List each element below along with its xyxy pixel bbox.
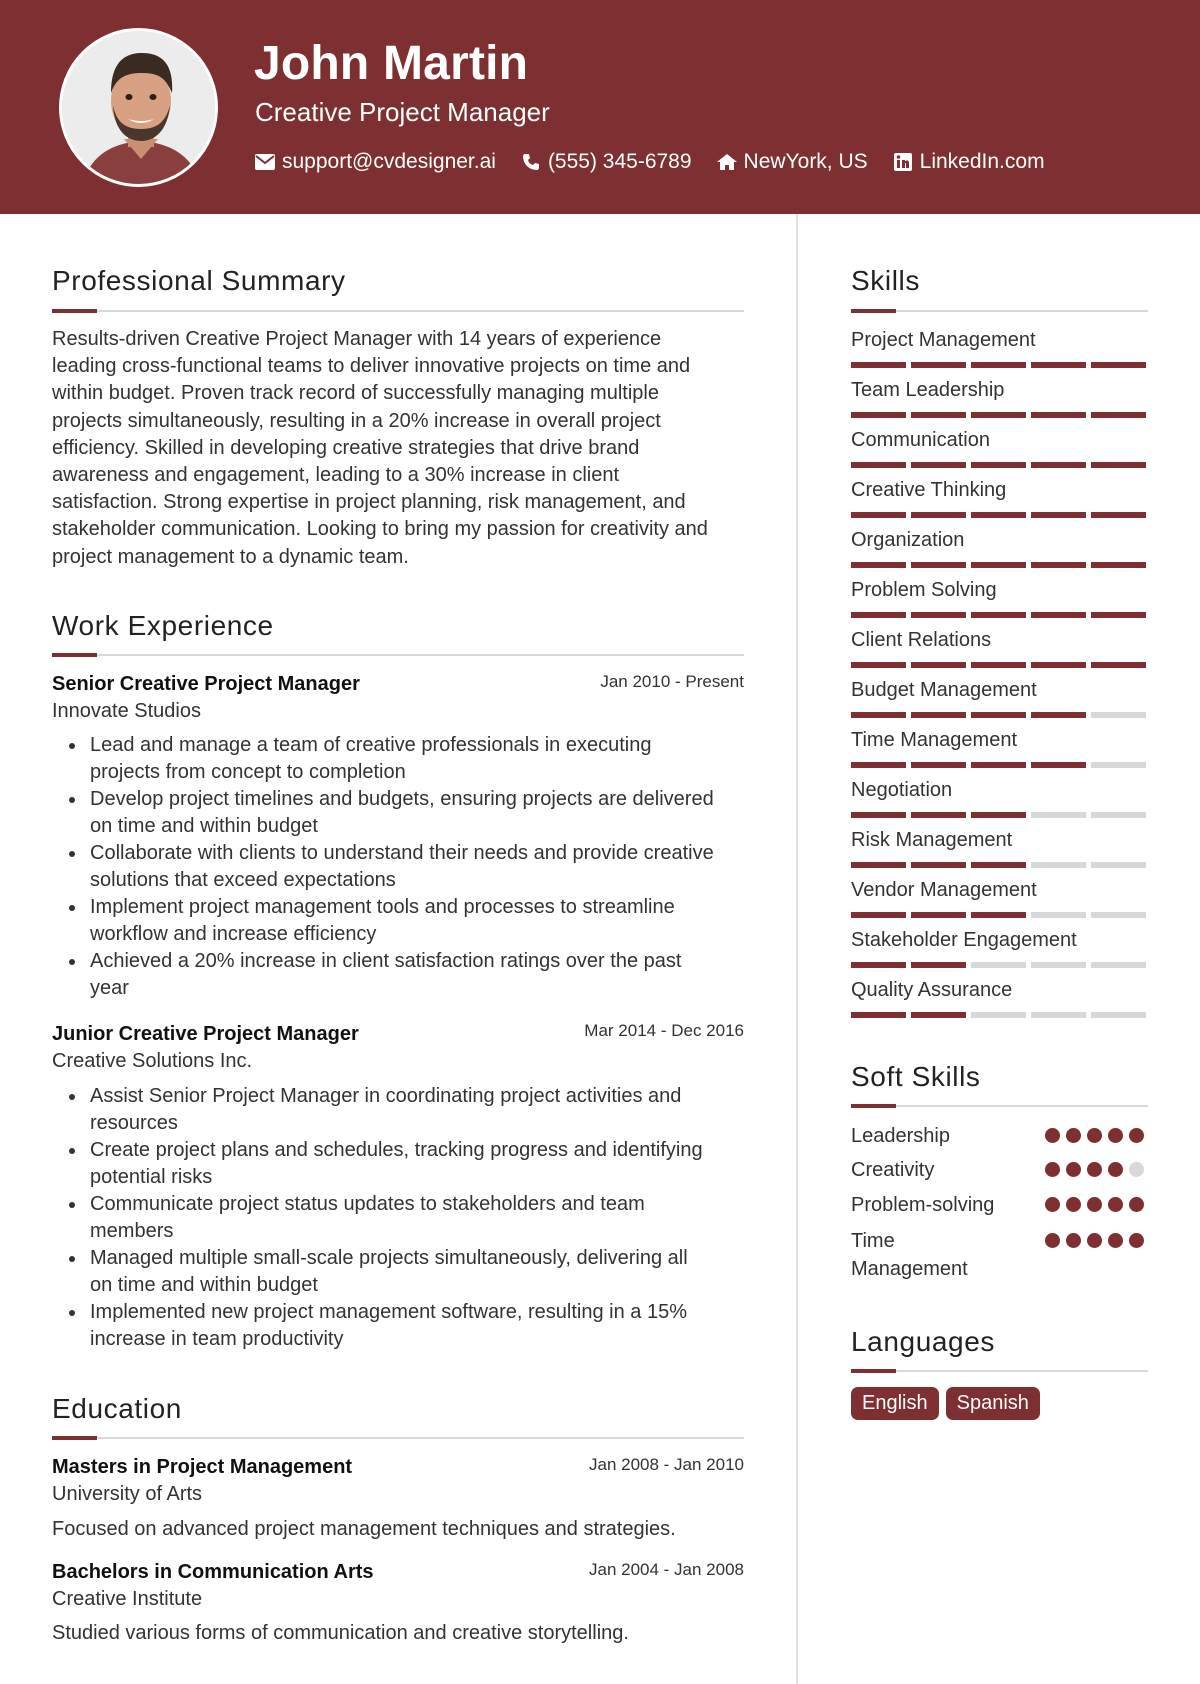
skill-name: Stakeholder Engagement bbox=[851, 929, 1077, 951]
skill-bar-segment bbox=[971, 1012, 1026, 1018]
linkedin-text: LinkedIn.com bbox=[919, 150, 1045, 173]
skill-bar-segment bbox=[971, 962, 1026, 968]
rating-dot bbox=[1108, 1197, 1123, 1212]
phone-icon bbox=[520, 151, 542, 173]
skill-name: Vendor Management bbox=[851, 879, 1037, 901]
rating-dot bbox=[1129, 1197, 1144, 1212]
skill-bar-segment bbox=[1031, 1012, 1086, 1018]
skill-bar-segment bbox=[1091, 762, 1146, 768]
summary-line: efficiency. Skilled in developing creative strategies that drive brand bbox=[52, 436, 640, 459]
skill-bar-segment bbox=[1091, 712, 1146, 718]
section-title-education: Education bbox=[52, 1393, 182, 1424]
section-accent bbox=[52, 309, 97, 313]
list-item: Develop project timelines and budgets, ensuring projects are delivered on time and within budget bbox=[90, 786, 755, 840]
rating-dot bbox=[1087, 1197, 1102, 1212]
skill-bar-segment bbox=[1091, 662, 1146, 668]
skill-level-bar bbox=[851, 562, 1146, 568]
skill-bar-segment bbox=[971, 912, 1026, 918]
soft-skill-rating bbox=[1045, 1233, 1145, 1249]
summary-line: projects simultaneously, resulting in a 20% increase in overall project bbox=[52, 409, 661, 432]
soft-skill-rating bbox=[1045, 1128, 1145, 1144]
rating-dot bbox=[1066, 1128, 1081, 1143]
skill-bar-segment bbox=[971, 562, 1026, 568]
skill-bar-segment bbox=[1091, 862, 1146, 868]
skill-name: Organization bbox=[851, 529, 965, 551]
rating-dot bbox=[1066, 1162, 1081, 1177]
list-item: Communicate project status updates to stakeholders and team members bbox=[90, 1191, 755, 1245]
skill-level-bar bbox=[851, 962, 1146, 968]
summary-line: awareness and engagement, leading to a 30% increase in client bbox=[52, 464, 620, 487]
skill-bar-segment bbox=[851, 562, 906, 568]
section-rule bbox=[52, 1437, 744, 1439]
rating-dot bbox=[1108, 1128, 1123, 1143]
section-rule bbox=[52, 310, 744, 312]
school-name: University of Arts bbox=[52, 1483, 203, 1505]
section-rule bbox=[52, 654, 744, 656]
contact-location bbox=[716, 150, 868, 174]
envelope-icon bbox=[254, 151, 276, 173]
skill-name: Budget Management bbox=[851, 679, 1037, 701]
skill-bar-segment bbox=[1091, 362, 1146, 368]
linkedin-icon bbox=[892, 151, 914, 173]
skill-bar-segment bbox=[1031, 612, 1086, 618]
skill-bar-segment bbox=[911, 662, 966, 668]
skill-bar-segment bbox=[851, 812, 906, 818]
skill-name: Client Relations bbox=[851, 629, 992, 651]
skill-bar-segment bbox=[851, 912, 906, 918]
soft-skill-rating bbox=[1045, 1197, 1145, 1213]
skill-bar-segment bbox=[851, 712, 906, 718]
profile-photo bbox=[62, 31, 218, 187]
soft-skill-name: Leadership bbox=[851, 1125, 950, 1147]
skill-bar-segment bbox=[1031, 512, 1086, 518]
rating-dot bbox=[1066, 1233, 1081, 1248]
skill-bar-segment bbox=[1031, 412, 1086, 418]
skill-bar-segment bbox=[911, 512, 966, 518]
skill-bar-segment bbox=[971, 412, 1026, 418]
rating-dot bbox=[1129, 1128, 1144, 1143]
summary-line: satisfaction. Strong expertise in project planning, risk management, and bbox=[52, 491, 686, 514]
education-dates: Jan 2008 - Jan 2010 bbox=[588, 1455, 744, 1474]
degree-title: Masters in Project Management bbox=[52, 1456, 353, 1478]
list-item: Managed multiple small-scale projects simultaneously, delivering all on time and within budget bbox=[90, 1245, 755, 1299]
skill-name: Team Leadership bbox=[851, 379, 1005, 401]
skill-level-bar bbox=[851, 812, 1146, 818]
skill-bar-segment bbox=[911, 712, 966, 718]
job-bullets bbox=[90, 1083, 755, 1353]
skill-bar-segment bbox=[1031, 562, 1086, 568]
section-title-summary: Professional Summary bbox=[52, 265, 346, 296]
skill-name: Creative Thinking bbox=[851, 479, 1007, 501]
rating-dot bbox=[1045, 1233, 1060, 1248]
list-item: Collaborate with clients to understand their needs and provide creative solutions that exceed expectations bbox=[90, 840, 755, 894]
skill-bar-segment bbox=[851, 512, 906, 518]
skill-bar-segment bbox=[851, 662, 906, 668]
skill-bar-segment bbox=[1031, 662, 1086, 668]
list-item: Create project plans and schedules, tracking progress and identifying potential risks bbox=[90, 1137, 755, 1191]
job-dates: Mar 2014 - Dec 2016 bbox=[584, 1021, 744, 1040]
skill-bar-segment bbox=[851, 462, 906, 468]
section-accent bbox=[851, 1369, 896, 1373]
skill-bar-segment bbox=[971, 462, 1026, 468]
soft-skill-name: Time Management bbox=[851, 1230, 968, 1280]
rating-dot bbox=[1066, 1197, 1081, 1212]
skill-name: Problem Solving bbox=[851, 579, 997, 601]
skill-level-bar bbox=[851, 462, 1146, 468]
skill-level-bar bbox=[851, 712, 1146, 718]
skill-bar-segment bbox=[911, 862, 966, 868]
skill-bar-segment bbox=[911, 612, 966, 618]
rating-dot bbox=[1045, 1162, 1060, 1177]
section-title-skills: Skills bbox=[851, 265, 920, 296]
skill-bar-segment bbox=[1091, 512, 1146, 518]
candidate-name: John Martin bbox=[254, 37, 529, 90]
phone-text: (555) 345-6789 bbox=[547, 150, 692, 173]
skill-bar-segment bbox=[1031, 762, 1086, 768]
rating-dot bbox=[1045, 1197, 1060, 1212]
contact-phone[interactable] bbox=[520, 150, 692, 174]
skill-level-bar bbox=[851, 662, 1146, 668]
school-name: Creative Institute bbox=[52, 1588, 203, 1610]
section-accent bbox=[52, 653, 97, 657]
rating-dot bbox=[1087, 1162, 1102, 1177]
skill-bar-segment bbox=[971, 512, 1026, 518]
rating-dot bbox=[1108, 1233, 1123, 1248]
skill-bar-segment bbox=[911, 762, 966, 768]
resume-header bbox=[0, 0, 1200, 214]
skill-bar-segment bbox=[911, 912, 966, 918]
skill-bar-segment bbox=[851, 862, 906, 868]
skill-bar-segment bbox=[911, 962, 966, 968]
skill-name: Risk Management bbox=[851, 829, 1013, 851]
skill-bar-segment bbox=[1091, 412, 1146, 418]
education-description: Focused on advanced project management techniques and strategies. bbox=[52, 1518, 676, 1540]
email-text: support@cvdesigner.ai bbox=[282, 150, 496, 173]
skill-level-bar bbox=[851, 512, 1146, 518]
job-title: Junior Creative Project Manager bbox=[52, 1023, 359, 1045]
soft-skill-rating bbox=[1045, 1162, 1145, 1178]
skill-bar-segment bbox=[1031, 712, 1086, 718]
location-text: NewYork, US bbox=[743, 150, 868, 173]
skill-bar-segment bbox=[1091, 912, 1146, 918]
skill-bar-segment bbox=[971, 712, 1026, 718]
education-description: Studied various forms of communication and creative storytelling. bbox=[52, 1622, 629, 1644]
languages-list bbox=[851, 1387, 1047, 1420]
home-icon bbox=[716, 151, 738, 173]
skill-name: Negotiation bbox=[851, 779, 953, 801]
skill-bar-segment bbox=[851, 962, 906, 968]
skill-name: Communication bbox=[851, 429, 990, 451]
skill-name: Quality Assurance bbox=[851, 979, 1013, 1001]
degree-title: Bachelors in Communication Arts bbox=[52, 1561, 374, 1583]
skill-bar-segment bbox=[1031, 912, 1086, 918]
language-badge: English bbox=[851, 1387, 939, 1420]
skill-level-bar bbox=[851, 912, 1146, 918]
summary-line: stakeholder communication. Looking to bring my passion for creativity and bbox=[52, 518, 708, 541]
skill-bar-segment bbox=[911, 1012, 966, 1018]
skill-level-bar bbox=[851, 362, 1146, 368]
skill-bar-segment bbox=[971, 762, 1026, 768]
skill-bar-segment bbox=[1091, 612, 1146, 618]
avatar bbox=[59, 28, 218, 187]
skill-bar-segment bbox=[1031, 962, 1086, 968]
job-bullets bbox=[90, 732, 755, 1002]
list-item: Implemented new project management software, resulting in a 15% increase in team productivity bbox=[90, 1299, 755, 1353]
skill-bar-segment bbox=[1091, 812, 1146, 818]
skill-bar-segment bbox=[1031, 362, 1086, 368]
soft-skill-name: Problem-solving bbox=[851, 1194, 995, 1216]
job-title: Senior Creative Project Manager bbox=[52, 673, 360, 695]
skill-bar-segment bbox=[971, 362, 1026, 368]
rating-dot bbox=[1087, 1233, 1102, 1248]
contact-linkedin[interactable] bbox=[892, 150, 1045, 174]
skill-bar-segment bbox=[971, 812, 1026, 818]
column-divider bbox=[796, 214, 798, 1684]
list-item: Achieved a 20% increase in client satisfaction ratings over the past year bbox=[90, 948, 755, 1002]
skill-level-bar bbox=[851, 762, 1146, 768]
contact-bar bbox=[254, 147, 1069, 177]
skill-bar-segment bbox=[1031, 462, 1086, 468]
skill-name: Project Management bbox=[851, 329, 1036, 351]
section-accent bbox=[52, 1436, 97, 1440]
contact-email[interactable] bbox=[254, 150, 496, 174]
skill-name: Time Management bbox=[851, 729, 1017, 751]
summary-line: Results-driven Creative Project Manager with 14 years of experience bbox=[52, 328, 662, 350]
skill-bar-segment bbox=[971, 662, 1026, 668]
list-item: Implement project management tools and processes to streamline workflow and increase efficiency bbox=[90, 894, 755, 948]
rating-dot bbox=[1129, 1233, 1144, 1248]
section-title-soft-skills: Soft Skills bbox=[851, 1061, 981, 1092]
job-company: Innovate Studios bbox=[52, 700, 201, 722]
candidate-title: Creative Project Manager bbox=[255, 97, 550, 127]
skill-bar-segment bbox=[1091, 562, 1146, 568]
skill-bar-segment bbox=[851, 412, 906, 418]
language-badge: Spanish bbox=[946, 1387, 1040, 1420]
skill-level-bar bbox=[851, 412, 1146, 418]
rating-dot bbox=[1108, 1162, 1123, 1177]
skill-bar-segment bbox=[1091, 462, 1146, 468]
skill-bar-segment bbox=[1091, 962, 1146, 968]
skill-bar-segment bbox=[971, 612, 1026, 618]
summary-line: project management to a dynamic team. bbox=[52, 545, 409, 568]
rating-dot bbox=[1045, 1128, 1060, 1143]
skill-bar-segment bbox=[971, 862, 1026, 868]
job-dates: Jan 2010 - Present bbox=[600, 672, 744, 691]
section-accent bbox=[851, 309, 896, 313]
skill-bar-segment bbox=[911, 362, 966, 368]
rating-dot bbox=[1129, 1162, 1144, 1177]
skill-bar-segment bbox=[911, 562, 966, 568]
skill-bar-segment bbox=[911, 412, 966, 418]
skill-bar-segment bbox=[851, 362, 906, 368]
skill-level-bar bbox=[851, 862, 1146, 868]
skill-bar-segment bbox=[1031, 812, 1086, 818]
education-dates: Jan 2004 - Jan 2008 bbox=[588, 1560, 744, 1579]
skill-level-bar bbox=[851, 612, 1146, 618]
skill-bar-segment bbox=[851, 762, 906, 768]
soft-skill-name: Creativity bbox=[851, 1159, 935, 1181]
summary-text bbox=[52, 326, 752, 571]
section-title-languages: Languages bbox=[851, 1326, 995, 1357]
section-title-experience: Work Experience bbox=[52, 610, 274, 641]
job-company: Creative Solutions Inc. bbox=[52, 1050, 253, 1072]
summary-line: leading cross-functional teams to deliver innovative projects on time and bbox=[52, 355, 691, 378]
skill-level-bar bbox=[851, 1012, 1146, 1018]
summary-line: within budget. Proven track record of successfully managing multiple bbox=[52, 382, 659, 405]
section-accent bbox=[851, 1104, 896, 1108]
skill-bar-segment bbox=[1091, 1012, 1146, 1018]
skill-bar-segment bbox=[911, 462, 966, 468]
rating-dot bbox=[1087, 1128, 1102, 1143]
list-item: Assist Senior Project Manager in coordinating project activities and resources bbox=[90, 1083, 755, 1137]
skill-bar-segment bbox=[851, 1012, 906, 1018]
skill-bar-segment bbox=[1031, 862, 1086, 868]
skill-bar-segment bbox=[851, 612, 906, 618]
skill-bar-segment bbox=[911, 812, 966, 818]
list-item: Lead and manage a team of creative professionals in executing projects from concept to completion bbox=[90, 732, 755, 786]
